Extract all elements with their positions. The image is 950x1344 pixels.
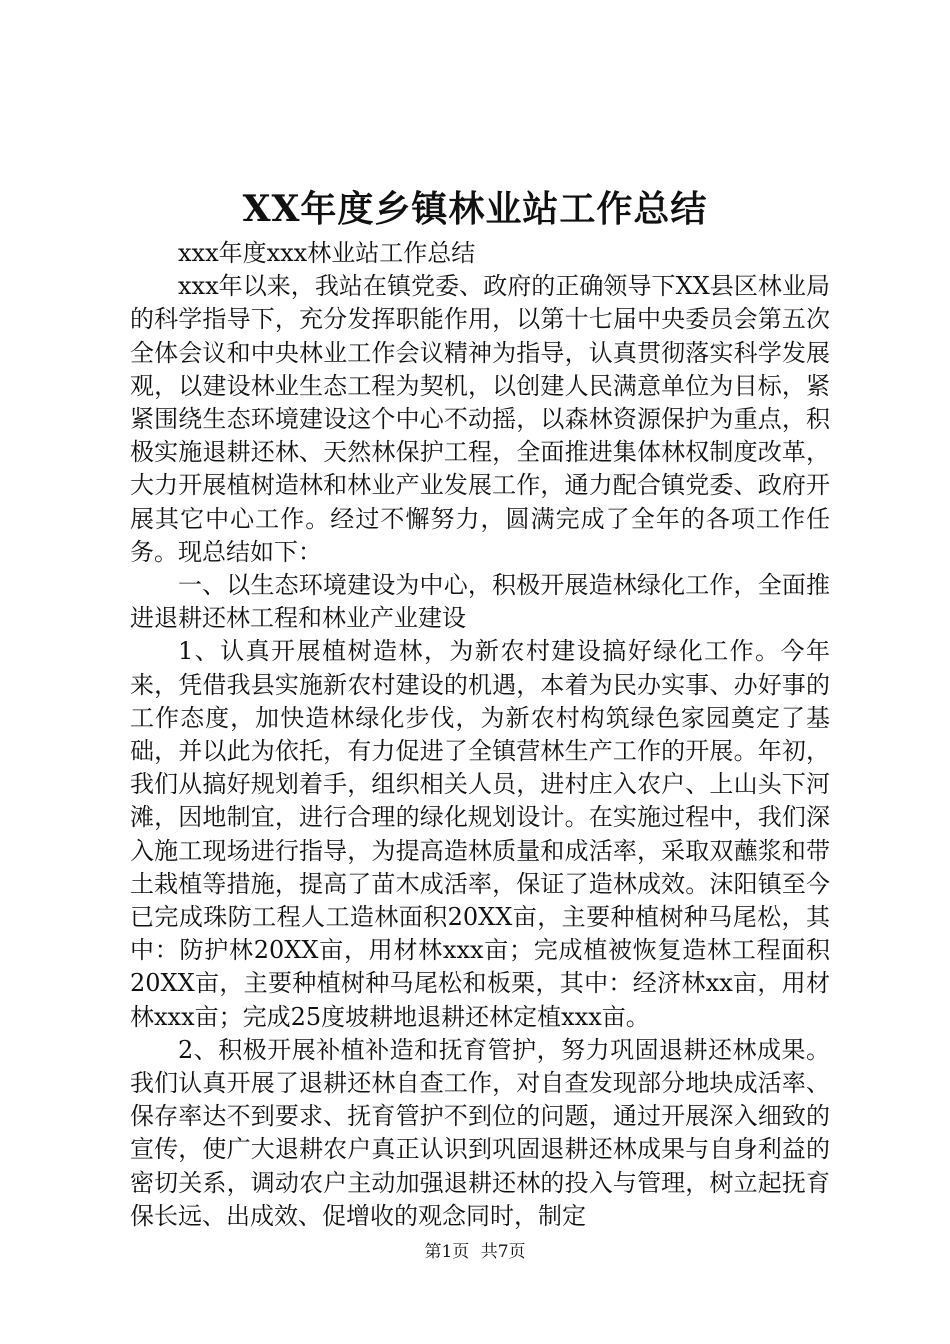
document-body — [130, 237, 830, 1233]
paragraph-item-1: 1、认真开展植树造林，为新农村建设搞好绿化工作。今年来，凭借我县实施新农村建设的机遇，本着为民办实事、办好事的工作态度，加快造林绿化步伐，为新农村构筑绿色家园奠定了基础，并以此为依托，有力促进了全镇营林生产工作的开展。年初，我们从搞好规划着手，组织相关人员，进村庄入农户、上山头下河滩，因地制宜，进行合理的绿化规划设计。在实施过程中，我们深入施工现场进行指导，为提高造林质量和成活率，采取双蘸浆和带土栽植等措施，提高了苗木成活率，保证了造林成效。沫阳镇至今已完成珠防工程人工造林面积20XX亩，主要种植树种马尾松，其中：防护林20XX亩，用材林xxx亩；完成植被恢复造林工程面积20XX亩，主要种植树种马尾松和板栗，其中：经济林xx亩，用材林xxx亩；完成25度坡耕地退耕还林定植xxx亩。 — [130, 637, 830, 1031]
page-footer — [0, 1240, 950, 1264]
document-title: XX年度乡镇林业站工作总结 — [242, 188, 708, 230]
paragraph-section-heading: 一、以生态环境建设为中心，积极开展造林绿化工作，全面推进退耕还林工程和林业产业建设 — [130, 571, 830, 633]
page-number: 第1页 — [424, 1242, 470, 1262]
paragraph-item-2: 2、积极开展补植补造和抚育管护，努力巩固退耕还林成果。我们认真开展了退耕还林自查工作，对自查发现部分地块成活率、保存率达不到要求、抚育管护不到位的问题，通过开展深入细致的宣传，使广大退耕农户真正认识到巩固退耕还林成果与自身利益的密切关系，调动农户主动加强退耕还林的投入与管理，树立起抚育保长远、出成效、促增收的观念同时，制定 — [130, 1035, 830, 1230]
paragraph-intro: xxx年以来，我站在镇党委、政府的正确领导下XX县区林业局的科学指导下，充分发挥职能作用，以第十七届中央委员会第五次全体会议和中央林业工作会议精神为指导，认真贯彻落实科学发展观，以建设林业生态工程为契机，以创建人民满意单位为目标，紧紧围绕生态环境建设这个中心不动摇，以森林资源保护为重点，积极实施退耕还林、天然林保护工程，全面推进集体林权制度改革，大力开展植树造林和林业产业发展工作，通力配合镇党委、政府开展其它中心工作。经过不懈努力，圆满完成了全年的各项工作任务。现总结如下： — [130, 272, 830, 566]
paragraph-subtitle: xxx年度xxx林业站工作总结 — [178, 239, 476, 267]
page-total: 共7页 — [480, 1242, 526, 1262]
